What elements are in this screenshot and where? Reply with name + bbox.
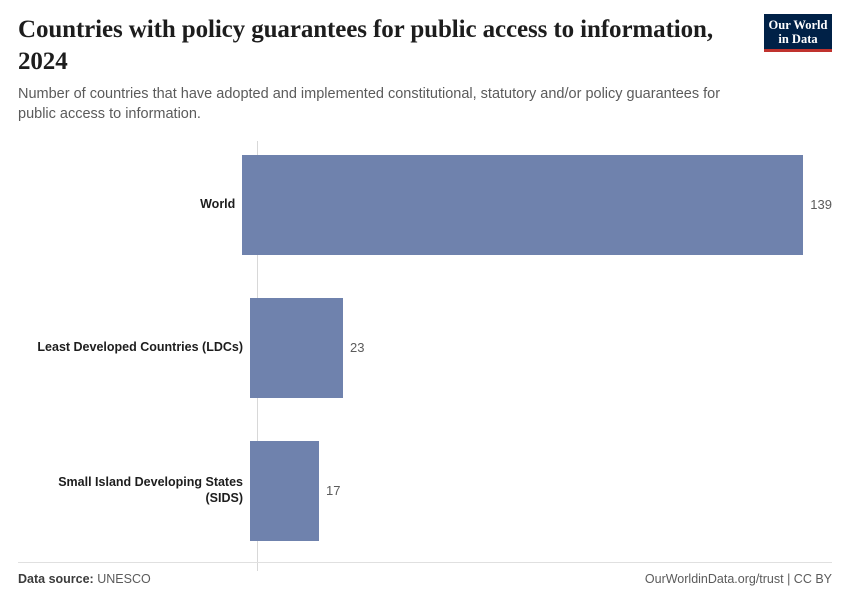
chart-footer [18,562,832,586]
bar-world[interactable] [242,155,803,255]
bar-small-island-developing-states[interactable] [250,441,319,541]
bar-row[interactable] [18,298,832,398]
bar-track [242,155,832,255]
chart-header [18,14,832,125]
attribution-link[interactable]: OurWorldinData.org/trust | CC BY [644,572,832,586]
bar-row[interactable] [18,441,832,541]
our-world-in-data-logo[interactable] [764,14,832,52]
data-source-label: Data source: [18,572,94,586]
bar-track [250,298,832,398]
bar-value-label: 139 [810,197,832,213]
logo-line-2: in Data [778,32,818,46]
data-source [18,572,151,586]
bar-category-label: World [200,196,236,211]
bar-chart [18,141,832,571]
bar-least-developed-countries[interactable] [250,298,343,398]
chart-subtitle: Number of countries that have adopted and implemented constitutional, statutory and/or policy guarantees for public access to information. [18,86,721,123]
bar-value-label: 17 [326,483,341,499]
bar-track [250,441,832,541]
bar-category-label: Small Island Developing States (SIDS) [58,474,243,505]
bar-row[interactable] [18,155,832,255]
bar-value-label: 23 [350,340,365,356]
bar-category-label: Least Developed Countries (LDCs) [37,339,243,354]
data-source-value: UNESCO [97,572,151,586]
page-title: Countries with policy guarantees for public access to information, 2024 [18,16,713,75]
logo-line-1: Our World [768,18,828,32]
